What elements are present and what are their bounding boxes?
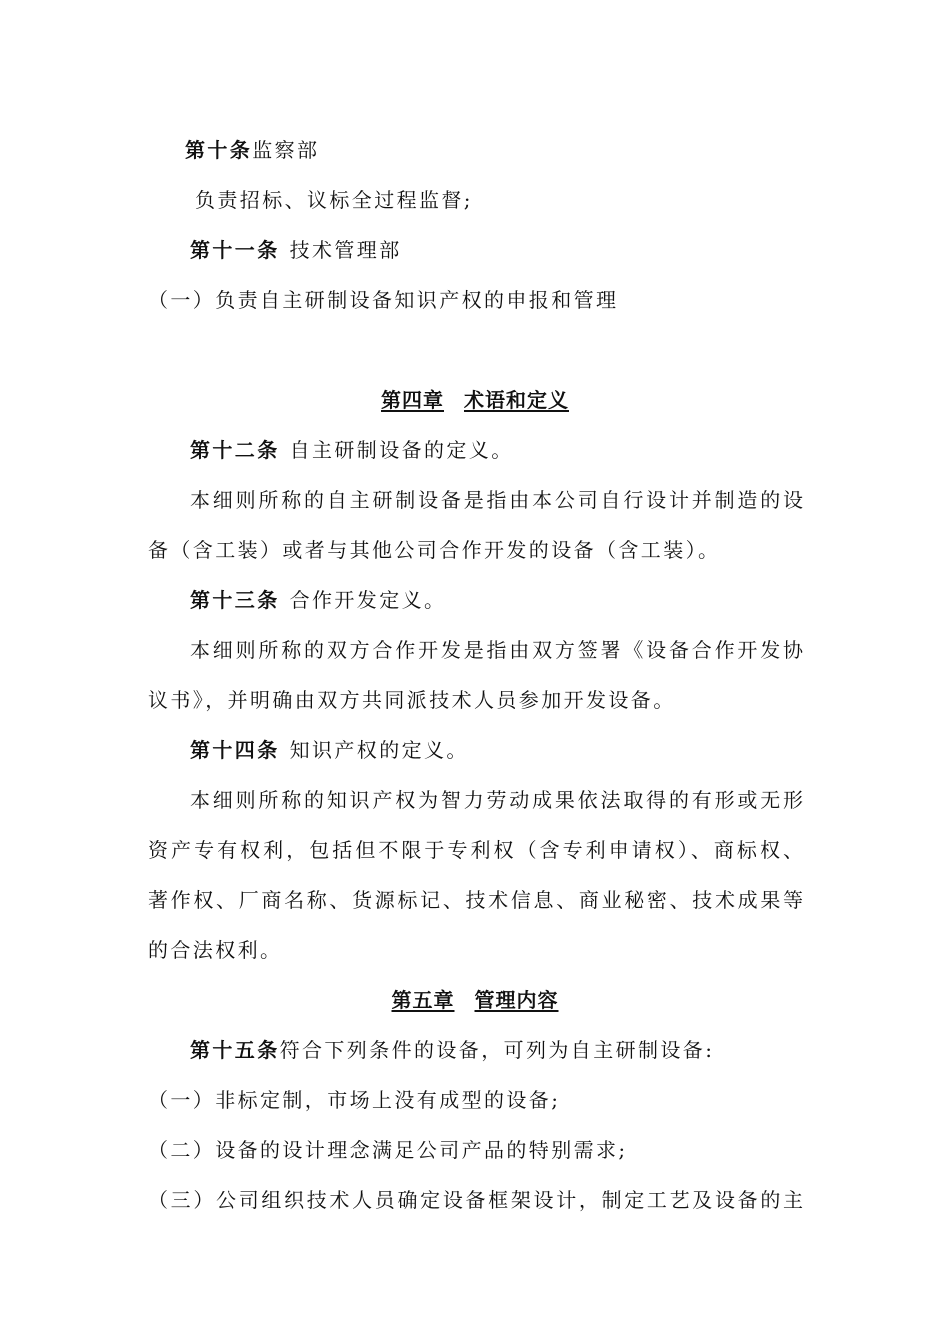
article-14-paragraph-line-2: 资产专有权利，包括但不限于专利权（含专利申请权）、商标权、 [148, 838, 803, 862]
article-number: 第十二条 [190, 438, 280, 462]
chapter-heading-text [381, 388, 569, 412]
article-10-heading [185, 136, 319, 164]
article-11-heading [190, 236, 402, 264]
article-title: 技术管理部 [289, 238, 402, 262]
article-15-item-2: （二）设备的设计理念满足公司产品的特别需求; [148, 1138, 628, 1162]
article-title: 符合下列条件的设备，可列为自主研制设备: [279, 1038, 715, 1062]
article-title: 自主研制设备的定义。 [289, 438, 514, 462]
chapter-number: 第四章 [381, 388, 444, 412]
article-title: 监察部 [252, 138, 320, 162]
article-15-item-3: （三）公司组织技术人员确定设备框架设计，制定工艺及设备的主 [148, 1188, 803, 1212]
article-12-paragraph-line-2: 备（含工装）或者与其他公司合作开发的设备（含工装）。 [148, 538, 721, 562]
article-14-paragraph-line-1: 本细则所称的知识产权为智力劳动成果依法取得的有形或无形 [190, 788, 803, 812]
article-14-paragraph-line-4: 的合法权利。 [148, 938, 283, 962]
article-15-item-1: （一）非标定制，市场上没有成型的设备; [148, 1088, 561, 1112]
article-title: 合作开发定义。 [289, 588, 447, 612]
article-number: 第十五条 [190, 1038, 280, 1062]
article-11-item-1: （一）负责自主研制设备知识产权的申报和管理 [148, 288, 619, 312]
article-number: 第十条 [185, 138, 253, 162]
article-13-paragraph-line-1: 本细则所称的双方合作开发是指由双方签署《设备合作开发协 [190, 638, 803, 662]
article-number: 第十一条 [190, 238, 280, 262]
article-14-heading [190, 736, 469, 764]
chapter-5-heading [0, 986, 950, 1014]
article-15-heading [190, 1036, 714, 1064]
article-13-heading [190, 586, 446, 614]
article-14-paragraph-line-3: 著作权、厂商名称、货源标记、技术信息、商业秘密、技术成果等 [148, 888, 803, 912]
chapter-title: 管理内容 [474, 988, 559, 1012]
article-title: 知识产权的定义。 [289, 738, 469, 762]
chapter-number: 第五章 [391, 988, 455, 1012]
chapter-heading-text [392, 988, 559, 1012]
article-13-paragraph-line-2: 议书》，并明确由双方共同派技术人员参加开发设备。 [148, 688, 676, 712]
chapter-title: 术语和定义 [464, 388, 569, 412]
article-12-paragraph-line-1: 本细则所称的自主研制设备是指由本公司自行设计并制造的设 [190, 488, 803, 512]
article-number: 第十四条 [190, 738, 280, 762]
article-12-heading [190, 436, 514, 464]
article-10-text: 负责招标、议标全过程监督; [195, 188, 473, 212]
article-number: 第十三条 [190, 588, 280, 612]
chapter-4-heading [0, 386, 950, 414]
